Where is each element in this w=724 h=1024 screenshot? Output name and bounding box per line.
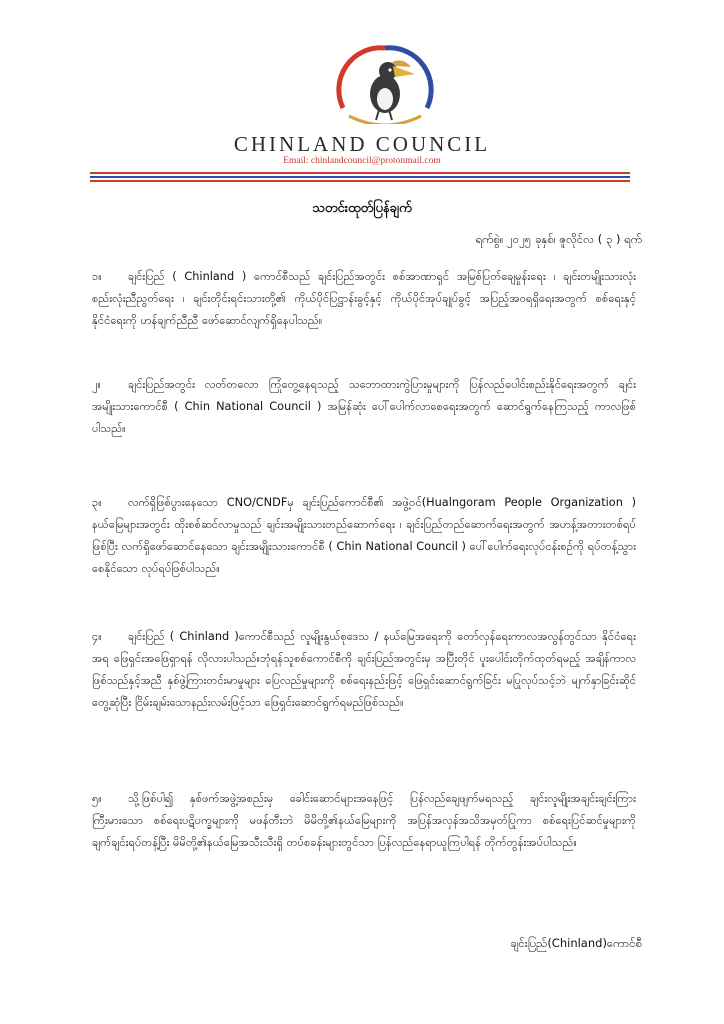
paragraph-number: ၄။ [92, 630, 102, 643]
paragraph-number: ၃။ [92, 496, 102, 509]
paragraph-5 [92, 788, 636, 854]
paragraph-2 [92, 374, 636, 440]
contact-email[interactable]: Email: chinlandcouncil@protonmail.com [283, 156, 441, 166]
paragraph-1 [92, 266, 636, 332]
paragraph-number: ၂။ [92, 378, 101, 391]
paragraph-text: လက်ရှိဖြစ်ပွားနေသော CNO/CNDFမှ ချင်းပြည်ကောင်စီ၏ အဖွဲ့ဝင်(Hualngoram People Organization ) နယ်မြေများအတွင်း ထိုးစစ်ဆင်လာမှုသည် ချင်းအမျိုးသားတည်ဆောက်ရေး ၊ ချင်းပြည်တည်ဆောက်ရေးအတွက် အဟန့်အတားတစ်ရပ်ဖြစ်ပြီး လက်ရှိဖော်ဆောင်နေသော ချင်းအမျိုးသားကောင်စီ ( Chin National Council ) ပေါ်ပေါက်ရေးလုပ်ငန်းစဉ်ကို ရပ်တန့်သွားစေနိုင်သော လုပ်ရပ်ဖြစ်ပါသည်။ [92, 496, 636, 575]
document-title: သတင်းထုတ်ပြန်ချက် [312, 201, 412, 216]
header-divider-red [90, 172, 630, 174]
paragraph-text: ချင်းပြည် ( Chinland ) ကောင်စီသည် ချင်းပြည်အတွင်း စစ်အာဏာရှင် အမြစ်ပြတ်ချေမှုန်းရေး ၊ ချင်းတမျိုးသားလုံး စည်းလုံးညီညွတ်ရေး ၊ ချင်းတိုင်းရင်းသားတို့၏ ကိုယ်ပိုင်ပြဋ္ဌာန်းခွင့်နှင့် ကိုယ်ပိုင်အုပ်ချုပ်ခွင့် အပြည့်အဝရရှိရေးအတွက် စစ်ရေးနှင့်နိုင်ငံရေးကို ဟန်ချက်ညီညီ ဖော်ဆောင်လျက်ရှိနေပါသည်။ [92, 270, 636, 327]
paragraph-number: ၅။ [92, 792, 102, 805]
paragraph-text: ချင်းပြည် ( Chinland )ကောင်စီသည် လူမျိုးနွယ်စုဒေသ / နယ်မြေအရေးကို တော်လှန်ရေးကာလအလွန်တွင်သာ နိုင်ငံရေးအရ ဖြေရှင်းအဖြေရှာရန် လိုလားပါသည်။ဘုံရန်သူစစ်ကောင်စီကို ချင်းပြည်အတွင်းမှ အပြီးတိုင် ပူးပေါင်းတိုက်ထုတ်ရမည့် အချိန်ကာလဖြစ်သည်နှင့်အညီ နှစ်ဖွဲ့ကြားတင်းမာမှုများ ပြေလည်မှုများကို စစ်ရေးနည်းဖြင့် ဖြေရှင်းဆောင်ရွက်ခြင်း မပြုလုပ်သင့်ဘဲ မျက်နှာခြင်းဆိုင်တွေ့ဆုံပြီး ငြိမ်းချမ်းသောနည်းလမ်းဖြင့်သာ ဖြေရှင်းဆောင်ရွက်ရမည်ဖြစ်သည်။ [92, 630, 636, 709]
paragraph-text: ချင်းပြည်အတွင်း လတ်တလော ကြုံတွေ့နေရသည့် သဘောထားကွဲပြားမှုများကို ပြန်လည်ပေါင်းစည်းနိုင်ရေးအတွက် ချင်းအမျိုးသားကောင်စီ ( Chin National Council ) အမြန်ဆုံး ပေါ်ပေါက်လာစေရေးအတွက် ဆောင်ရွက်နေကြသည့် ကာလဖြစ်ပါသည်။ [92, 378, 636, 435]
header-divider-red-bottom [90, 180, 630, 182]
paragraph-number: ၁။ [92, 270, 102, 283]
hornbill-emblem-icon [335, 44, 435, 124]
paragraph-4 [92, 626, 636, 714]
paragraph-text: သို့ဖြစ်ပါ၍ နှစ်ဖက်အဖွဲ့အစည်းမှ ခေါင်းဆောင်များအနေဖြင့် ပြန်လည်ချေဖျက်မရသည့် ချင်းလူမျိုးအချင်းချင်းကြား ကြီးမားသော စစ်ရေးပဋိပက္ခများကို မဖန်တီးဘဲ မိမိတို့၏နယ်မြေများကို အပြန်အလှန်အသိအမှတ်ပြုကာ စစ်ရေးပြင်ဆင်မှုများကို ချက်ချင်းရပ်တန့်ပြီး မိမိတို့၏နယ်မြေအသီးသီးရှိ တပ်စခန်းများတွင်သာ ပြန်လည်နေရာယူကြပါရန် တိုက်တွန်းအပ်ပါသည်။ [92, 792, 636, 849]
paragraph-3 [92, 492, 636, 580]
signature: ချင်းပြည်(Chinland)ကောင်စီ [510, 936, 642, 950]
header-divider-blue [90, 176, 630, 178]
organization-name: CHINLAND COUNCIL [233, 132, 491, 156]
document-date: ရက်စွဲ။ ၂၀၂၅ ခုနှစ်၊ ဇူလိုင်လ ( ၃ ) ရက် [475, 232, 642, 246]
